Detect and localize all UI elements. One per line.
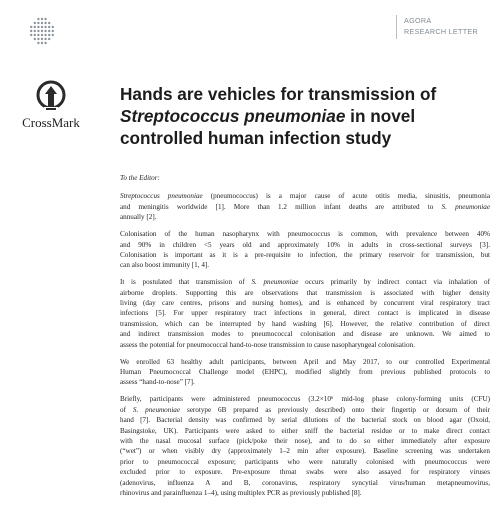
paragraph bbox=[120, 229, 490, 271]
paragraph-line: infections [5]. For upper respiratory tract infections in general, direct contact is implicated in disease bbox=[120, 309, 490, 318]
paragraph-line: hand [7]. Bacterial density was confirmed by serial dilutions of the bacterial stock on blood agar (Oxoid, bbox=[120, 416, 490, 425]
paragraph-line: annually [2]. bbox=[120, 213, 157, 222]
paragraph bbox=[120, 357, 490, 388]
title-line-2-rest: in novel bbox=[345, 106, 416, 126]
body-paragraphs bbox=[120, 191, 490, 498]
paragraph-line: Basingstoke, UK). Participants were asked to either sniff the bacterial residue or to make direct contact bbox=[120, 426, 490, 435]
paragraph-line: Streptococcus pneumoniae (pneumococcus) is a major cause of acute otitis media, sinusitis, pneumonia bbox=[120, 192, 490, 201]
journal-logo bbox=[25, 14, 59, 48]
paragraph-line: and indirect transmission modes to pneumococcal colonisation and disease are unknown. We aimed to bbox=[120, 330, 490, 339]
article-type: RESEARCH LETTER bbox=[404, 27, 478, 36]
paragraph-line: Human Pneumococcal Challenge model (EHPC), modified slightly from previous published protocols to bbox=[120, 368, 490, 376]
paragraph-line: with the nasal mucosal surface (pick/poke their nose), and to do so either immediately after exposure bbox=[120, 436, 490, 445]
paragraph-line: We enrolled 63 healthy adult participants, between April and May 2017, to our controlled Experimental bbox=[120, 357, 490, 366]
paragraph-line: rhinovirus and parainfluenza 1–4), using multiplex PCR as previously published [8]. bbox=[120, 488, 362, 497]
crossmark-label: CrossMark bbox=[22, 115, 80, 130]
paragraph-line: excluded prior to exposure. Pre-exposure throat swabs were also assayed for respiratory viruses bbox=[120, 468, 490, 477]
paragraph bbox=[120, 394, 490, 498]
paragraph-line: transmission, which can be interrupted by hand washing [6]. However, the relative contribution of direct bbox=[120, 319, 490, 328]
paragraph-line: Colonisation is important as it is a pre-requisite to infection, the primary reservoir for transmission, but bbox=[120, 250, 490, 259]
title-line-2 bbox=[120, 105, 490, 127]
paragraph-line: airborne droplets. Supporting this are observations that transmission is associated with higher density bbox=[120, 288, 490, 297]
crossmark-badge[interactable] bbox=[16, 80, 86, 131]
title-species: Streptococcus pneumoniae bbox=[120, 106, 346, 126]
paragraph-line: of S. pneumoniae serotype 6B prepared as previously described) onto their fingertip or dorsum of their bbox=[120, 405, 490, 414]
paragraph-line: (“wet”) or when visibly dry (approximately 1–2 min after exposure). Baseline screening was undertaken bbox=[120, 447, 490, 456]
ers-dotted-logo-icon bbox=[25, 14, 59, 48]
paragraph bbox=[120, 191, 490, 222]
paragraph-line: Briefly, participants were administered pneumococcus (3.2×10⁶ mid-log phase colony-forming units (CFU) bbox=[120, 395, 490, 404]
paragraph-line: and 90% in children <5 years old and approximately 10% in adults in cross-sectional surveys [3]. bbox=[120, 240, 490, 249]
crossmark-icon bbox=[36, 80, 66, 114]
paragraph-line: and meningitis worldwide [1]. More than 1.2 million infant deaths are attributed to S. pneumoniae bbox=[120, 202, 490, 211]
article-type-label bbox=[396, 15, 478, 39]
article-body bbox=[120, 173, 490, 505]
paragraph-line: assess “hand-to-nose” [7]. bbox=[120, 378, 195, 387]
paragraph-line: Colonisation of the human nasopharynx with pneumococcus is common, with prevalence between 40% bbox=[120, 230, 490, 239]
paragraph-line: It is postulated that transmission of S. pneumoniae occurs primarily by indirect contact via inhalation of bbox=[120, 278, 490, 287]
salutation: To the Editor: bbox=[120, 174, 160, 182]
article-title bbox=[120, 83, 490, 149]
title-line-1: Hands are vehicles for transmission of bbox=[120, 84, 437, 104]
paragraph-line: (adenovirus, influenza A and B, coronavirus, respiratory syncytial virus/human metapneumovirus, bbox=[120, 478, 490, 487]
paragraph-line: living (day care centres, prisons and nursing homes), and is enhanced by concurrent viral respiratory tract bbox=[120, 299, 490, 308]
paragraph bbox=[120, 277, 490, 350]
paragraph-line: can also boost immunity [1, 4]. bbox=[120, 261, 210, 270]
paragraph-line: prior to pneumococcal exposure; participants who were naturally colonised with pneumococcus were bbox=[120, 457, 490, 466]
title-line-3: controlled human infection study bbox=[120, 128, 392, 148]
section-name: AGORA bbox=[404, 16, 432, 25]
paragraph-line: assess the potential for pneumococcal hand-to-nose transmission to cause nasopharyngeal colonisation. bbox=[120, 340, 415, 349]
